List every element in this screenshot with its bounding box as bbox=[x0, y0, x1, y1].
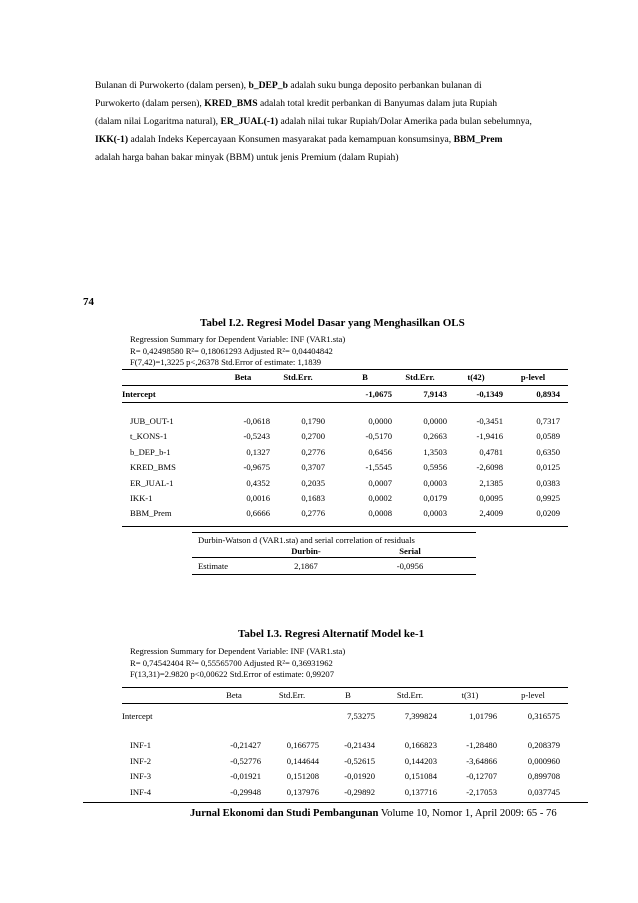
para-text: adalah nilai tukar Rupiah/Dolar Amerika pada bulan sebelumnya, bbox=[280, 116, 532, 127]
table-cell: Std.Err. bbox=[278, 690, 306, 700]
table-cell: Beta bbox=[234, 372, 252, 382]
durbin-value-2: -0,0956 bbox=[396, 561, 424, 571]
para-text: adalah Indeks Kepercayaan Konsumen masyarakat pada kemampuan konsumsinya, bbox=[130, 134, 452, 145]
table-cell: 7,399824 bbox=[404, 711, 437, 721]
table-cell: 0,151084 bbox=[404, 771, 437, 782]
table-cell: -0,52615 bbox=[344, 755, 375, 766]
durbin-mid-rule bbox=[192, 557, 476, 558]
table3-summary-line: Regression Summary for Dependent Variable: INF (VAR1.sta) bbox=[130, 646, 346, 656]
para-line-4 bbox=[95, 131, 567, 149]
table-cell: -0,12707 bbox=[466, 771, 497, 782]
table-cell: 0,1683 bbox=[301, 493, 325, 503]
table-cell: JUB_OUT-1 bbox=[130, 416, 174, 426]
para-text: Bulanan di Purwokerto (dalam persen), bbox=[95, 80, 247, 91]
table-cell: -0,9675 bbox=[243, 462, 270, 473]
table-cell: Intercept bbox=[122, 711, 153, 721]
table-cell: p-level bbox=[521, 690, 545, 700]
table-cell: 0,144203 bbox=[404, 755, 437, 766]
table-cell: 0,0125 bbox=[536, 462, 560, 473]
table-cell: IKK-1 bbox=[130, 493, 153, 503]
table-cell: INF-3 bbox=[130, 771, 152, 782]
table-cell: 0,144644 bbox=[286, 755, 319, 766]
table-cell: 0,2776 bbox=[301, 508, 325, 519]
table-cell: -0,3451 bbox=[476, 416, 503, 426]
table-cell: 0,151208 bbox=[286, 771, 319, 782]
table-cell: -0,0618 bbox=[243, 416, 270, 426]
para-text: adalah harga bahan bakar minyak (BBM) untuk jenis Premium (dalam Rupiah) bbox=[95, 152, 399, 163]
durbin-value-1: 2,1867 bbox=[294, 561, 318, 571]
table-cell: 0,0095 bbox=[479, 493, 503, 503]
table-cell: -0,52776 bbox=[230, 755, 261, 766]
table-cell: ER_JUAL-1 bbox=[130, 477, 174, 488]
table-cell: Beta bbox=[226, 690, 242, 700]
table-cell: -0,29892 bbox=[344, 786, 375, 797]
para-text: adalah total kredit perbankan di Banyumas dalam juta Rupiah bbox=[259, 98, 498, 109]
table-cell: INF-1 bbox=[130, 740, 152, 750]
para-term: IKK(-1) bbox=[95, 134, 129, 145]
table-cell: -0,29948 bbox=[230, 786, 261, 797]
table3-title: Tabel I.3. Regresi Alternatif Model ke-1 bbox=[238, 628, 425, 640]
table-cell: -1,5545 bbox=[365, 462, 392, 473]
footer-rule bbox=[83, 802, 588, 803]
table-cell: 0,208379 bbox=[527, 740, 560, 750]
table-cell: -1,9416 bbox=[476, 431, 503, 442]
table-cell: 0,0209 bbox=[536, 508, 560, 519]
table-cell: -0,21434 bbox=[344, 740, 375, 750]
table-cell: Std.Err. bbox=[405, 372, 435, 382]
table-cell: 0,0000 bbox=[423, 416, 447, 426]
table-cell: 0,2776 bbox=[301, 446, 325, 457]
table2-title: Tabel I.2. Regresi Model Dasar yang Menghasilkan OLS bbox=[200, 317, 465, 329]
table-cell: -0,1349 bbox=[476, 389, 503, 399]
footer bbox=[190, 808, 557, 819]
table-cell: 0,899708 bbox=[527, 771, 560, 782]
table-cell: p-level bbox=[520, 372, 546, 382]
table2-summary-line: Regression Summary for Dependent Variable: INF (VAR1.sta) bbox=[130, 334, 346, 344]
table-cell: 0,6350 bbox=[536, 446, 560, 457]
table-cell: 0,0383 bbox=[536, 477, 560, 488]
table-cell: b_DEP_b-1 bbox=[130, 446, 171, 457]
para-text: Purwokerto (dalam persen), bbox=[95, 98, 202, 109]
table-cell: -1,28480 bbox=[466, 740, 497, 750]
table-cell: 0,166823 bbox=[404, 740, 437, 750]
table-cell: t_KONS-1 bbox=[130, 431, 168, 442]
table-cell: 0,0179 bbox=[423, 493, 447, 503]
table-cell: 7,53275 bbox=[347, 711, 375, 721]
table-cell: 2,4009 bbox=[479, 508, 503, 519]
table-cell: 0,0589 bbox=[536, 431, 560, 442]
para-term: ER_JUAL(-1) bbox=[220, 116, 279, 127]
table3-summary-line: F(13,31)=2.9820 p<0,00622 Std.Error of estimate: 0,99207 bbox=[130, 669, 334, 679]
table-cell: -0,21427 bbox=[230, 740, 261, 750]
para-term: b_DEP_b bbox=[248, 80, 288, 91]
table-cell: -3,64866 bbox=[466, 755, 497, 766]
table-cell: t(42) bbox=[467, 372, 485, 382]
table-cell: -1,0675 bbox=[365, 389, 392, 399]
table-cell: t(31) bbox=[461, 690, 479, 700]
table-cell: KRED_BMS bbox=[130, 462, 176, 473]
table-cell: Intercept bbox=[122, 389, 156, 399]
table3-summary bbox=[130, 646, 345, 681]
table-cell: INF-4 bbox=[130, 786, 152, 797]
durbin-row-label: Estimate bbox=[198, 561, 229, 571]
table-cell: 0,2663 bbox=[423, 431, 447, 442]
para-text: (dalam nilai Logaritma natural), bbox=[95, 116, 219, 127]
table-cell: INF-2 bbox=[130, 755, 152, 766]
table2-head-bottom-rule bbox=[122, 385, 568, 386]
body-paragraph bbox=[95, 77, 567, 167]
table2-head-rule bbox=[122, 369, 568, 370]
table-cell: 0,4781 bbox=[479, 446, 503, 457]
table-cell: Std.Err. bbox=[283, 372, 313, 382]
table-cell: 0,0003 bbox=[423, 477, 447, 488]
table-cell: 0,137716 bbox=[404, 786, 437, 797]
table-cell: Std.Err. bbox=[396, 690, 424, 700]
durbin-title: Durbin-Watson d (VAR1.sta) and serial correlation of residuals bbox=[198, 535, 415, 545]
durbin-header-2: Serial bbox=[399, 546, 421, 556]
para-line-2 bbox=[95, 95, 567, 113]
para-line-3 bbox=[95, 113, 567, 131]
durbin-bottom-rule bbox=[192, 574, 476, 575]
table-cell: -2,17053 bbox=[466, 786, 497, 797]
table-cell: 0,000960 bbox=[527, 755, 560, 766]
table-cell: 0,0016 bbox=[246, 493, 270, 503]
table-cell: 2,1385 bbox=[479, 477, 503, 488]
durbin-header-1: Durbin- bbox=[291, 546, 321, 556]
table-cell: B bbox=[362, 372, 368, 382]
table-cell: 0,6456 bbox=[368, 446, 392, 457]
para-line-1 bbox=[95, 77, 567, 95]
table-cell: 0,8934 bbox=[536, 389, 560, 399]
table-cell: 1,3503 bbox=[423, 446, 447, 457]
table-cell: 0,2700 bbox=[301, 431, 325, 442]
table-cell: 0,1327 bbox=[246, 446, 270, 457]
table-cell: 0,5956 bbox=[423, 462, 447, 473]
table-cell: -0,5243 bbox=[243, 431, 270, 442]
footer-issue: Volume 10, Nomor 1, April 2009: 65 - 76 bbox=[380, 808, 557, 819]
table-cell: -0,5170 bbox=[365, 431, 392, 442]
table2-summary-line: R= 0,42498580 R²= 0,18061293 Adjusted R²= 0,04404842 bbox=[130, 345, 333, 356]
table-cell: 0,9925 bbox=[536, 493, 560, 503]
table-cell: 0,037745 bbox=[527, 786, 560, 797]
para-term: KRED_BMS bbox=[204, 98, 258, 109]
table-cell: 0,2035 bbox=[301, 477, 325, 488]
table-cell: 1,01796 bbox=[469, 711, 497, 721]
table-cell: BBM_Prem bbox=[130, 508, 172, 519]
table3-head-bottom-rule bbox=[122, 703, 568, 704]
table2-intercept-rule bbox=[122, 402, 568, 403]
table-cell: 0,0002 bbox=[368, 493, 392, 503]
table-cell: 0,0000 bbox=[368, 416, 392, 426]
page-number: 74 bbox=[83, 296, 94, 308]
table-cell: -2,6098 bbox=[476, 462, 503, 473]
table-cell: B bbox=[345, 690, 351, 700]
table-cell: 0,3707 bbox=[301, 462, 325, 473]
footer-journal: Jurnal Ekonomi dan Studi Pembangunan bbox=[190, 808, 379, 819]
table-cell: -0,01920 bbox=[344, 771, 375, 782]
para-line-5 bbox=[95, 149, 567, 167]
table-cell: -0,01921 bbox=[230, 771, 261, 782]
durbin-top-rule bbox=[192, 532, 476, 533]
table-cell: 0,0007 bbox=[368, 477, 392, 488]
table3-head-rule bbox=[122, 687, 568, 688]
table-cell: 0,4352 bbox=[246, 477, 270, 488]
para-text: adalah suku bunga deposito perbankan bulanan di bbox=[290, 80, 482, 91]
table-cell: 7,9143 bbox=[423, 389, 447, 399]
table-cell: 0,7317 bbox=[536, 416, 560, 426]
table-cell: 0,0003 bbox=[423, 508, 447, 519]
table3-summary-line: R= 0,74542404 R²= 0,55565700 Adjusted R²= 0,36931962 bbox=[130, 657, 333, 668]
table2-summary-line: F(7,42)=1,3225 p<,26378 Std.Error of estimate: 1,1839 bbox=[130, 357, 322, 367]
table-cell: 0,1790 bbox=[301, 416, 325, 426]
table2-summary bbox=[130, 334, 345, 369]
para-term: BBM_Prem bbox=[453, 134, 503, 145]
table-cell: 0,137976 bbox=[286, 786, 319, 797]
table-cell: 0,6666 bbox=[246, 508, 270, 519]
table-cell: 0,166775 bbox=[286, 740, 319, 750]
table2-bottom-rule bbox=[122, 526, 568, 527]
table-cell: 0,0008 bbox=[368, 508, 392, 519]
table-cell: 0,316575 bbox=[527, 711, 560, 721]
